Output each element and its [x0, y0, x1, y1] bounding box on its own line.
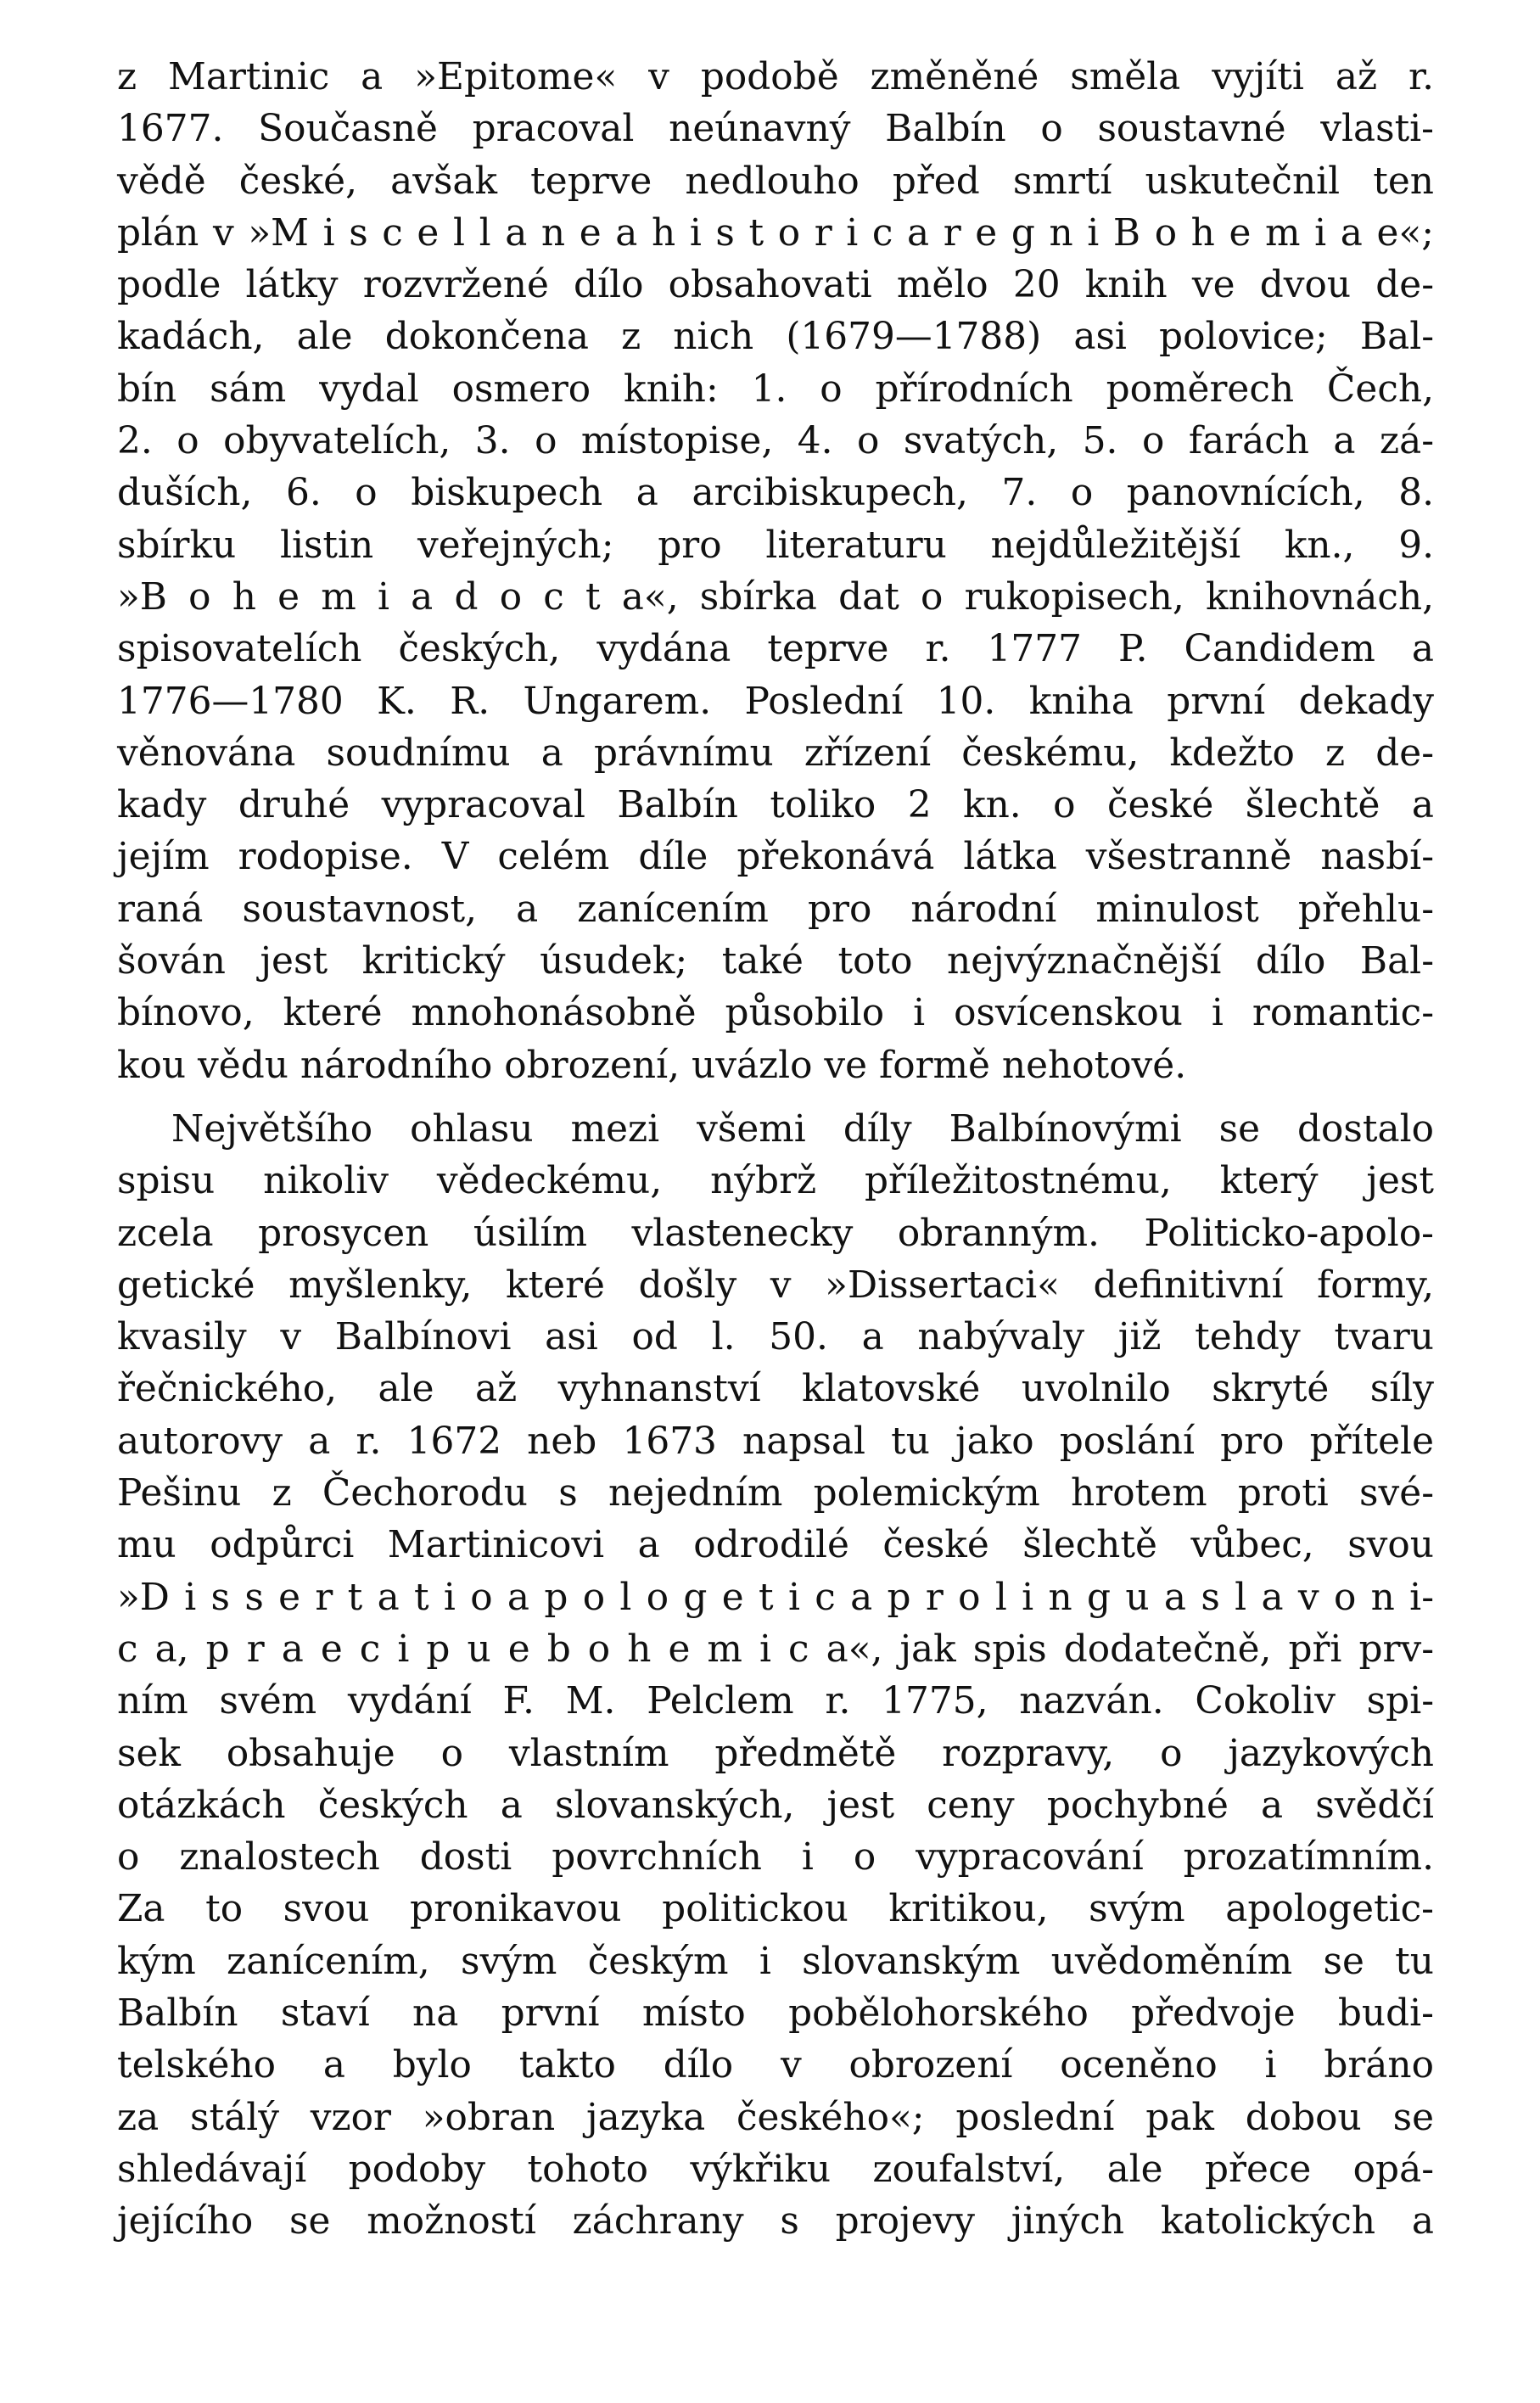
text-line: Balbín staví na první místo pobělohorského předvoje budi-: [117, 1991, 1434, 2035]
text-line: z Martinic a »Epitome« v podobě změněné směla vyjíti až r.: [117, 55, 1434, 98]
text-line: kady druhé vypracoval Balbín toliko 2 kn. o české šlechtě a: [117, 783, 1434, 827]
text-line: Za to svou pronikavou politickou kritikou, svým apologetic-: [117, 1887, 1434, 1931]
paragraph-gap: [117, 1091, 1434, 1103]
text-line: duších, 6. o biskupech a arcibiskupech, 7. o panovnících, 8.: [117, 471, 1434, 515]
text-line: kou vědu národního obrození, uvázlo ve formě nehotové.: [117, 1043, 1187, 1087]
text-line: věnována soudnímu a právnímu zřízení českému, kdežto z de-: [117, 731, 1434, 775]
text-line: spisovatelích českých, vydána teprve r. 1777 P. Candidem a: [117, 627, 1434, 671]
text-line: »D i s s e r t a t i o a p o l o g e t i c a p r o l i n g u a s l a v o n i-: [117, 1575, 1434, 1619]
text-line: bín sám vydal osmero knih: 1. o přírodních poměrech Čech,: [117, 367, 1434, 411]
text-line: c a, p r a e c i p u e b o h e m i c a«, jak spis dodatečně, při prv-: [117, 1627, 1434, 1671]
text-line: shledávají podoby tohoto výkřiku zoufalství, ale přece opá-: [117, 2147, 1434, 2191]
text-line: 1677. Současně pracoval neúnavný Balbín o soustavné vlasti-: [117, 107, 1434, 151]
text-line: plán v »M i s c e l l a n e a h i s t o r i c a r e g n i B o h e m i a e«;: [117, 210, 1434, 255]
text-line: getické myšlenky, které došly v »Dissertaci« definitivní formy,: [117, 1263, 1434, 1307]
text-line: zcela prosycen úsilím vlastenecky obranným. Politicko-apolo-: [117, 1211, 1434, 1255]
text-line: raná soustavnost, a zanícením pro národní minulost přehlu-: [117, 887, 1434, 931]
paragraph-2: [117, 1103, 1434, 2248]
text-line: řečnického, ale až vyhnanství klatovské uvolnilo skryté síly: [117, 1367, 1434, 1411]
text-line: kým zanícením, svým českým i slovanským uvědoměním se tu: [117, 1939, 1434, 1983]
text-line: jejím rodopise. V celém díle překonává látka všestranně nasbí-: [117, 835, 1434, 879]
text-line: vědě české, avšak teprve nedlouho před smrtí uskutečnil ten: [117, 159, 1434, 203]
text-line: »B o h e m i a d o c t a«, sbírka dat o rukopisech, knihovnách,: [117, 574, 1434, 619]
text-line: telského a bylo takto dílo v obrození oceněno i bráno: [117, 2043, 1434, 2087]
text-line: jejícího se možností záchrany s projevy jiných katolických a: [117, 2199, 1434, 2243]
text-line: bínovo, které mnohonásobně působilo i osvícenskou i romantic-: [117, 991, 1434, 1035]
text-line: 2. o obyvatelích, 3. o místopise, 4. o svatých, 5. o farách a zá-: [117, 419, 1434, 463]
text-line: Pešinu z Čechorodu s nejedním polemickým hrotem proti své-: [117, 1471, 1434, 1515]
page-body: [117, 51, 1434, 2247]
text-line: kadách, ale dokončena z nich (1679—1788) asi polovice; Bal-: [117, 315, 1434, 359]
text-line: spisu nikoliv vědeckému, nýbrž příležitostnému, který jest: [117, 1159, 1434, 1203]
text-line: Největšího ohlasu mezi všemi díly Balbínovými se dostalo: [171, 1106, 1434, 1151]
text-line: za stálý vzor »obran jazyka českého«; poslední pak dobou se: [117, 2095, 1434, 2139]
paragraph-1: [117, 51, 1434, 1091]
text-line: mu odpůrci Martinicovi a odrodilé české šlechtě vůbec, svou: [117, 1523, 1434, 1567]
text-line: ním svém vydání F. M. Pelclem r. 1775, nazván. Cokoliv spi-: [117, 1679, 1434, 1723]
text-line: o znalostech dosti povrchních i o vypracování prozatímním.: [117, 1835, 1434, 1879]
text-line: sek obsahuje o vlastním předmětě rozpravy, o jazykových: [117, 1731, 1434, 1775]
text-line: šován jest kritický úsudek; také toto nejvýznačnější dílo Bal-: [117, 939, 1434, 983]
text-line: kvasily v Balbínovi asi od l. 50. a nabývaly již tehdy tvaru: [117, 1315, 1434, 1359]
text-line: 1776—1780 K. R. Ungarem. Poslední 10. kniha první dekady: [117, 679, 1434, 723]
text-line: sbírku listin veřejných; pro literaturu nejdůležitější kn., 9.: [117, 523, 1434, 567]
text-line: autorovy a r. 1672 neb 1673 napsal tu jako poslání pro přítele: [117, 1419, 1434, 1463]
text-line: podle látky rozvržené dílo obsahovati mělo 20 knih ve dvou de-: [117, 263, 1434, 307]
text-line: otázkách českých a slovanských, jest ceny pochybné a svědčí: [117, 1783, 1434, 1827]
